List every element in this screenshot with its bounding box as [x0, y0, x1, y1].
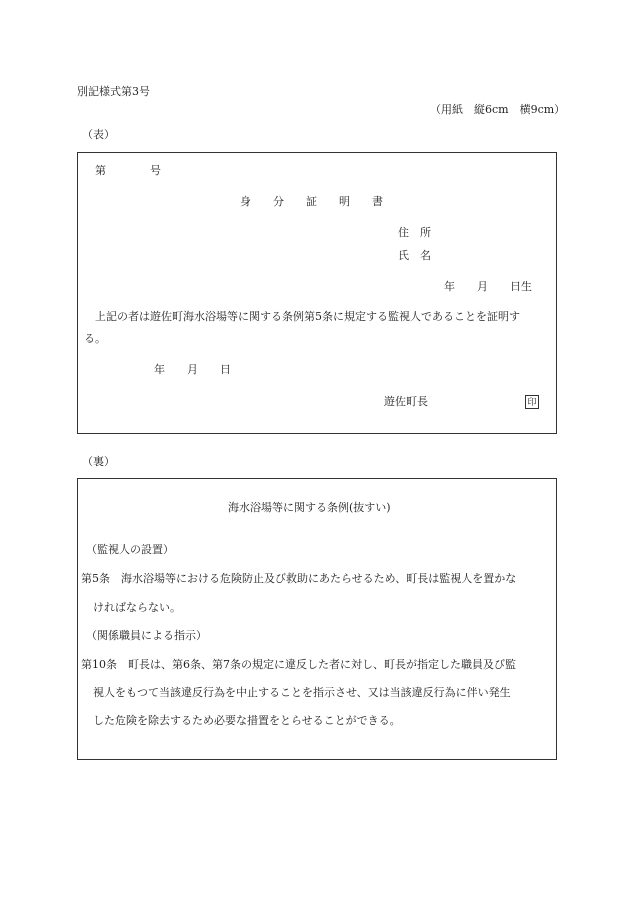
heading-monitor-placement: （監視人の設置） — [86, 543, 174, 556]
address-label: 住 所 — [398, 226, 431, 239]
front-card — [77, 152, 557, 434]
issue-date: 年 月 日 — [154, 363, 231, 376]
back-label: （裏） — [82, 455, 115, 468]
statement-line-2: る。 — [84, 332, 106, 345]
back-card — [77, 478, 557, 760]
excerpt-title: 海水浴場等に関する条例(抜すい) — [228, 501, 391, 514]
name-label: 氏 名 — [398, 249, 431, 262]
certificate-number: 第 号 — [95, 164, 161, 177]
paper-size-note: （用紙 縦6cm 横9cm） — [430, 103, 566, 116]
article-10-line-3: した危険を除去するため必要な措置をとらせることができる。 — [93, 714, 401, 727]
birthdate-line: 年 月 日生 — [444, 280, 532, 293]
article-5-line-2: ければならない。 — [93, 601, 181, 614]
certificate-title: 身 分 証 明 書 — [240, 195, 383, 208]
article-10-line-1: 第10条 町長は、第6条、第7条の規定に違反した者に対し、町長が指定した職員及び監 — [81, 658, 516, 671]
front-label: （表） — [82, 128, 115, 141]
seal-mark: 印 — [525, 395, 539, 409]
form-number: 別記様式第3号 — [77, 85, 150, 98]
article-10-line-2: 視人をもつて当該違反行為を中止することを指示させ、又は当該違反行為に伴い発生 — [93, 686, 511, 699]
statement-line-1: 上記の者は遊佐町海水浴場等に関する条例第5条に規定する監視人であることを証明す — [95, 310, 520, 323]
issuer: 遊佐町長 — [384, 395, 428, 408]
heading-staff-instructions: （関係職員による指示） — [86, 629, 207, 642]
article-5-line-1: 第5条 海水浴場等における危険防止及び救助にあたらせるため、町長は監視人を置かな — [81, 572, 517, 585]
